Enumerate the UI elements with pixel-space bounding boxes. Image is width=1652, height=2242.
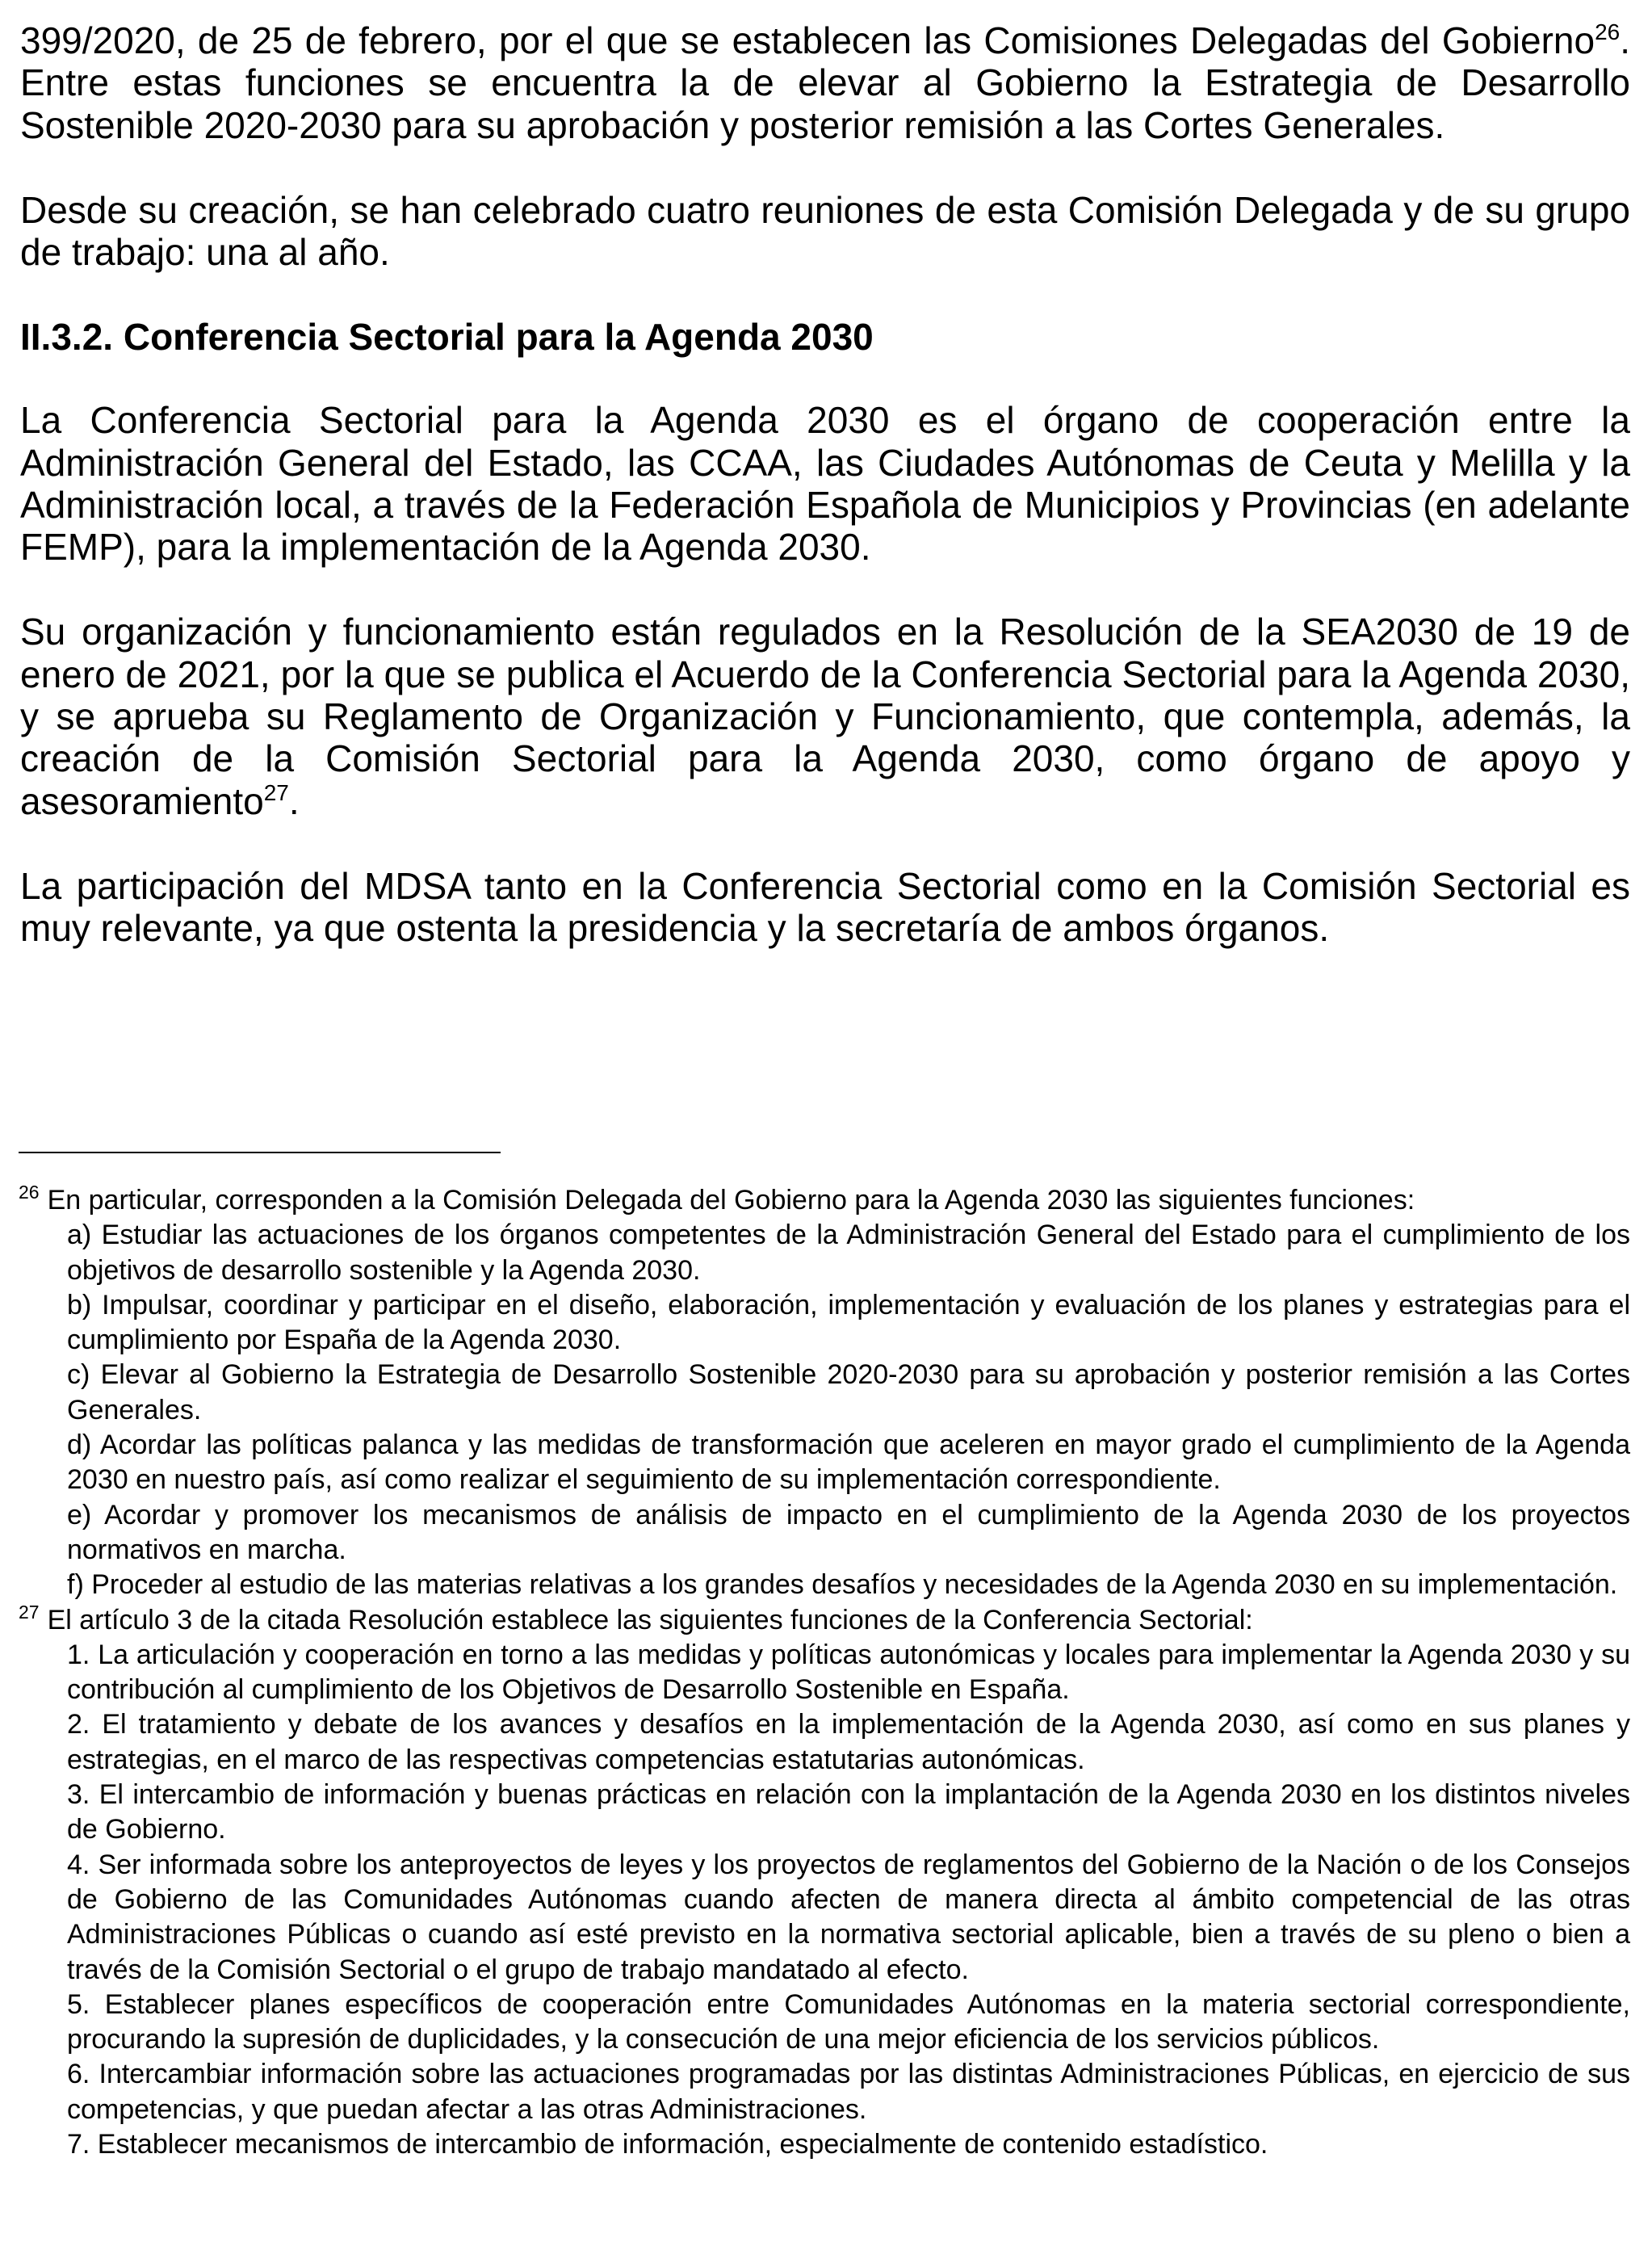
footnote-ref-26[interactable]: 26	[1595, 19, 1621, 44]
footnote-intro-text: El artículo 3 de la citada Resolución establece las siguientes funciones de la Conferencia Sectorial:	[47, 1604, 1253, 1635]
footnote-item: 3. El intercambio de información y buenas prácticas en relación con la implantación de la Agenda 2030 en los distintos niveles de Gobierno.	[67, 1779, 1630, 1845]
footnote-item: d) Acordar las políticas palanca y las medidas de transformación que aceleren en mayor grado el cumplimiento de la Agenda 2030 en nuestro país, así como realizar el seguimiento de su implementación correspondiente.	[67, 1430, 1630, 1496]
footnote-item: 2. El tratamiento y debate de los avances y desafíos en la implementación de la Agenda 2030, así como en sus planes y estrategias, en el marco de las respectivas competencias estatutarias autonómicas.	[67, 1709, 1630, 1775]
footnote-ref-27[interactable]: 27	[263, 779, 289, 805]
footnote-item: 4. Ser informada sobre los anteproyectos de leyes y los proyectos de reglamentos del Gobierno de la Nación o de los Consejos de Gobierno de las Comunidades Autónomas cuando afecten de manera directa al ámbito competencial de las otras Administraciones Públicas o cuando así esté previsto en la normativa sectorial aplicable, bien a través de su pleno o bien a través de la Comisión Sectorial o el grupo de trabajo mandatado al efecto.	[67, 1849, 1630, 1985]
footnote-intro	[19, 1603, 1630, 1638]
paragraph-text: . Entre estas funciones se encuentra la de elevar al Gobierno la Estrategia de Desarrollo Sostenible 2020-2030 para su aprobación y posterior remisión a las Cortes Generales.	[20, 19, 1630, 146]
footnote-item: e) Acordar y promover los mecanismos de análisis de impacto en el cumplimiento de la Agenda 2030 de los proyectos normativos en marcha.	[67, 1499, 1630, 1565]
footnote-item: 7. Establecer mecanismos de intercambio de información, especialmente de contenido estadístico.	[67, 2129, 1268, 2160]
paragraph-text: Su organización y funcionamiento están regulados en la Resolución de la SEA2030 de 19 de enero de 2021, por la que se publica el Acuerdo de la Conferencia Sectorial para la Agenda 2030, y se aprueba su Reglamento de Organización y Funcionamiento, que contempla, además, la creación de la Comisión Sectorial para la Agenda 2030, como órgano de apoyo y asesoramiento	[20, 611, 1630, 822]
footnote-item: a) Estudiar las actuaciones de los órganos competentes de la Administración General del Estado para el cumplimiento de los objetivos de desarrollo sostenible y la Agenda 2030.	[67, 1220, 1630, 1286]
footnote-26	[19, 1183, 1630, 1603]
footnote-intro	[19, 1183, 1630, 1218]
footnote-number: 26	[19, 1182, 40, 1203]
footnotes	[19, 1183, 1630, 2162]
footnote-item: f) Proceder al estudio de las materias relativas a los grandes desafíos y necesidades de la Agenda 2030 en su implementación.	[67, 1569, 1618, 1601]
paragraph-comisiones-delegadas	[20, 19, 1630, 146]
footnote-27	[19, 1603, 1630, 2163]
paragraph-conferencia-definicion: La Conferencia Sectorial para la Agenda 2030 es el órgano de cooperación entre la Administración General del Estado, las CCAA, las Ciudades Autónomas de Ceuta y Melilla y la Administración local, a través de la Federación Española de Municipios y Provincias (en adelante FEMP), para la implementación de la Agenda 2030.	[20, 399, 1630, 569]
paragraph-text: .	[288, 779, 300, 822]
document-body	[20, 19, 1630, 949]
paragraph-text: 399/2020, de 25 de febrero, por el que se establecen las Comisiones Delegadas del Gobierno	[20, 19, 1595, 61]
footnote-item: c) Elevar al Gobierno la Estrategia de Desarrollo Sostenible 2020-2030 para su aprobación y posterior remisión a las Cortes Generales.	[67, 1359, 1630, 1425]
footnote-separator	[19, 1152, 501, 1153]
footnote-item: b) Impulsar, coordinar y participar en el diseño, elaboración, implementación y evaluación de los planes y estrategias para el cumplimiento por España de la Agenda 2030.	[67, 1289, 1630, 1356]
footnote-item: 6. Intercambiar información sobre las actuaciones programadas por las distintas Administraciones Públicas, en ejercicio de sus competencias, y que puedan afectar a las otras Administraciones.	[67, 2059, 1630, 2125]
footnote-item: 1. La articulación y cooperación en torno a las medidas y políticas autonómicas y locales para implementar la Agenda 2030 y su contribución al cumplimiento de los Objetivos de Desarrollo Sostenible en España.	[67, 1639, 1630, 1706]
paragraph-organizacion	[20, 611, 1630, 822]
footnote-item: 5. Establecer planes específicos de cooperación entre Comunidades Autónomas en la materia sectorial correspondiente, procurando la supresión de duplicidades, y la consecución de una mejor eficiencia de los servicios públicos.	[67, 1988, 1630, 2055]
section-heading: II.3.2. Conferencia Sectorial para la Agenda 2030	[20, 315, 874, 358]
paragraph-participacion-mdsa: La participación del MDSA tanto en la Conferencia Sectorial como en la Comisión Sectorial es muy relevante, ya que ostenta la presidencia y la secretaría de ambos órganos.	[20, 864, 1630, 950]
paragraph-reuniones: Desde su creación, se han celebrado cuatro reuniones de esta Comisión Delegada y de su grupo de trabajo: una al año.	[20, 188, 1630, 274]
footnote-intro-text: En particular, corresponden a la Comisión Delegada del Gobierno para la Agenda 2030 las siguientes funciones:	[47, 1185, 1415, 1215]
footnote-number: 27	[19, 1601, 40, 1623]
